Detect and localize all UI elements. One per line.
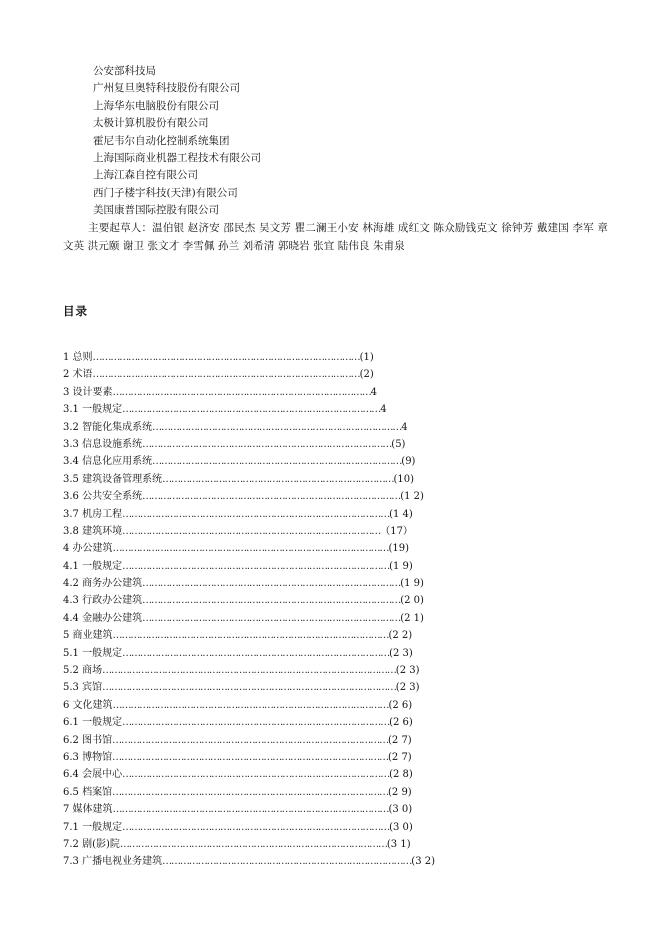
- toc-entry[interactable]: [63, 662, 435, 679]
- toc-entry[interactable]: [63, 801, 435, 818]
- toc-entry-title: 3 设计要素: [63, 386, 113, 398]
- organization-item: 太极计算机股份有限公司: [93, 117, 209, 130]
- toc-entry[interactable]: [63, 749, 435, 766]
- toc-entry-title: 4 办公建筑: [63, 543, 113, 555]
- toc-entry[interactable]: [63, 819, 435, 836]
- toc-leader-dots: …………………………………………………………………………………: [112, 543, 389, 555]
- toc-entry-title: 3.5 建筑设备管理系统: [63, 473, 163, 485]
- main-drafters-paragraph: [63, 219, 608, 255]
- toc-entry-page: (5): [391, 438, 406, 450]
- toc-entry-page: (2 9): [388, 786, 412, 798]
- toc-entry[interactable]: [63, 575, 435, 592]
- drafters-label: 主要起草人：: [88, 222, 153, 234]
- toc-entry-title: 4.2 商务办公建筑: [63, 578, 143, 590]
- toc-entry-page: (19): [388, 543, 409, 555]
- toc-entry-title: 3.2 智能化集成系统: [63, 421, 153, 433]
- toc-entry[interactable]: [63, 592, 435, 609]
- toc-entry-page: (2 7): [388, 751, 412, 763]
- toc-entry-title: 7 媒体建筑: [63, 804, 113, 816]
- organization-item: 西门子楼宇科技(天津)有限公司: [93, 186, 238, 199]
- toc-entry-page: 4: [380, 404, 387, 416]
- toc-entry[interactable]: [63, 714, 435, 731]
- toc-entry[interactable]: [63, 366, 435, 383]
- participating-organizations-list: [93, 63, 261, 220]
- organization-item: 上海华东电脑股份有限公司: [93, 99, 219, 112]
- toc-entry[interactable]: [63, 523, 435, 540]
- toc-leader-dots: ………………………………………………………………………………: [92, 352, 360, 363]
- toc-entry[interactable]: [63, 627, 435, 644]
- toc-leader-dots: …………………………………………………………………………………: [112, 751, 388, 763]
- toc-entry[interactable]: [63, 384, 435, 401]
- organization-item: 美国康普国际控股有限公司: [93, 204, 219, 217]
- toc-leader-dots: ……………………………………………………………………………: [142, 578, 401, 590]
- toc-leader-dots: …………………………………………………………………………………: [112, 699, 389, 711]
- table-of-contents: [63, 349, 435, 871]
- toc-leader-dots: ……………………………………………………………………………: [122, 404, 381, 416]
- toc-entry-title: 7.3 广播电视业务建筑: [63, 856, 163, 868]
- toc-leader-dots: …………………………………………………………………………………: [112, 734, 388, 746]
- toc-entry-page: (2 6): [389, 717, 413, 729]
- toc-entry-page: (3 1): [386, 838, 411, 850]
- toc-entry-title: 6.3 博物馆: [63, 751, 113, 763]
- drafters-names: 温伯银 赵济安 邵民杰 吴文芳 瞿二澜王小安 林海雄 成红文 陈众励钱克文 徐钟芳 戴建国 李军 章文英 洪元颐 谢卫 张文才 李雪佩 孙兰 刘希清 郭晓岩 张宜 陆伟良 朱甫泉: [63, 222, 608, 252]
- toc-entry-title: 3.4 信息化应用系统: [63, 456, 153, 468]
- toc-entry-page: (2 3): [395, 665, 420, 677]
- toc-leader-dots: ……………………………………………………………………………: [112, 386, 371, 398]
- toc-entry-title: 4.4 金融办公建筑: [63, 612, 143, 624]
- organization-item: 广州复旦奥特科技股份有限公司: [93, 82, 240, 95]
- toc-entry-page: (1 9): [400, 578, 424, 590]
- toc-leader-dots: ………………………………………………………………………………: [122, 508, 390, 520]
- toc-leader-dots: ……………………………………………………………………: [162, 473, 394, 485]
- toc-leader-dots: ………………………………………………………………………………: [122, 647, 390, 659]
- organization-item: 上海江森自控有限公司: [93, 169, 198, 182]
- toc-entry[interactable]: [63, 732, 435, 749]
- toc-entry-page: (1 4): [389, 508, 413, 520]
- toc-entry-title: 5 商业建筑: [63, 630, 113, 642]
- toc-entry-title: 4.3 行政办公建筑: [63, 595, 143, 607]
- toc-entry[interactable]: [63, 540, 435, 557]
- toc-entry-page: (10): [393, 473, 415, 485]
- toc-entry-page: (2 7): [388, 734, 412, 746]
- toc-entry[interactable]: [63, 766, 435, 783]
- toc-entry-title: 6 文化建筑: [63, 699, 113, 711]
- toc-entry[interactable]: [63, 645, 435, 662]
- toc-entry-page: (2): [359, 369, 374, 381]
- toc-leader-dots: …………………………………………………………………………………: [112, 630, 389, 642]
- toc-entry-title: 3.7 机房工程: [63, 508, 123, 520]
- toc-heading: 目录: [63, 304, 88, 318]
- toc-entry-title: 7.1 一般规定: [63, 821, 123, 833]
- toc-entry-page: （17）: [380, 525, 413, 537]
- toc-entry-page: (2 3): [389, 647, 413, 659]
- toc-leader-dots: ………………………………………………………………………………: [122, 821, 390, 833]
- toc-entry-title: 4.1 一般规定: [63, 560, 123, 572]
- toc-leader-dots: …………………………………………………………………………: [152, 456, 402, 468]
- toc-leader-dots: ……………………………………………………………………………: [142, 612, 401, 624]
- toc-entry-title: 5.2 商场: [63, 665, 103, 677]
- toc-entry[interactable]: [63, 679, 435, 696]
- toc-entry-page: (1 2): [400, 491, 424, 503]
- toc-leader-dots: …………………………………………………………………………: [142, 438, 392, 450]
- toc-entry[interactable]: [63, 419, 435, 436]
- toc-leader-dots: ………………………………………………………………………………: [122, 769, 390, 781]
- toc-leader-dots: …………………………………………………………………………: [162, 856, 412, 868]
- toc-entry[interactable]: [63, 349, 435, 366]
- toc-entry-title: 1 总则: [63, 352, 93, 363]
- toc-entry-title: 3.6 公共安全系统: [63, 491, 143, 503]
- toc-entry-page: (2 3): [395, 682, 420, 694]
- toc-entry[interactable]: [63, 436, 435, 453]
- toc-leader-dots: ………………………………………………………………………………: [92, 369, 360, 381]
- toc-leader-dots: ……………………………………………………………………………: [122, 525, 381, 537]
- organization-item: 上海国际商业机器工程技术有限公司: [93, 151, 261, 164]
- toc-entry-page: (2 2): [388, 630, 413, 642]
- toc-entry[interactable]: [63, 784, 435, 801]
- toc-leader-dots: …………………………………………………………………………………: [112, 786, 388, 798]
- toc-leader-dots: ………………………………………………………………………………………: [102, 682, 396, 694]
- toc-entry-title: 6.1 一般规定: [63, 717, 123, 729]
- toc-entry[interactable]: [63, 506, 435, 523]
- organization-item: 霍尼韦尔自动化控制系统集团: [93, 134, 230, 147]
- toc-entry-title: 3.8 建筑环境: [63, 525, 123, 537]
- toc-entry-page: (3 2): [411, 856, 436, 868]
- toc-entry[interactable]: [63, 488, 435, 505]
- toc-entry-page: (3 0): [388, 804, 413, 816]
- toc-entry-page: (9): [401, 456, 416, 468]
- toc-entry[interactable]: [63, 401, 435, 418]
- toc-entry-page: 4: [401, 421, 408, 433]
- toc-entry-page: (2 6): [388, 699, 413, 711]
- toc-entry-title: 5.1 一般规定: [63, 647, 123, 659]
- toc-entry-page: (2 0): [400, 595, 424, 607]
- toc-entry[interactable]: [63, 453, 435, 470]
- toc-entry-title: 2 术语: [63, 369, 93, 381]
- toc-entry-page: 4: [370, 386, 378, 398]
- toc-leader-dots: ………………………………………………………………………………: [122, 560, 390, 572]
- toc-leader-dots: ……………………………………………………………………………: [142, 595, 401, 607]
- toc-leader-dots: ………………………………………………………………………………: [119, 838, 387, 850]
- toc-entry[interactable]: [63, 697, 435, 714]
- organization-item: 公安部科技局: [93, 65, 156, 77]
- toc-leader-dots: …………………………………………………………………………………: [112, 804, 389, 816]
- toc-entry[interactable]: [63, 836, 435, 853]
- toc-leader-dots: ……………………………………………………………………………: [142, 491, 401, 503]
- toc-entry-title: 3.1 一般规定: [63, 404, 123, 416]
- toc-entry-title: 3.3 信息设施系统: [63, 438, 143, 450]
- toc-entry-page: (1 9): [389, 560, 413, 572]
- toc-leader-dots: ………………………………………………………………………………: [122, 717, 390, 729]
- toc-leader-dots: ………………………………………………………………………………………: [102, 665, 396, 677]
- toc-entry[interactable]: [63, 558, 435, 575]
- toc-entry-title: 6.4 会展中心: [63, 769, 123, 781]
- toc-entry-title: 6.2 图书馆: [63, 734, 113, 746]
- toc-entry-title: 6.5 档案馆: [63, 786, 113, 798]
- toc-entry-page: (2 8): [389, 769, 413, 781]
- toc-entry[interactable]: [63, 853, 435, 870]
- toc-entry-page: (2 1): [400, 612, 424, 624]
- toc-entry-title: 5.3 宾馆: [63, 682, 103, 694]
- toc-entry-title: 7.2 剧(影)院: [63, 838, 120, 850]
- toc-entry-page: (3 0): [389, 821, 413, 833]
- toc-leader-dots: …………………………………………………………………………: [152, 421, 402, 433]
- toc-entry[interactable]: [63, 471, 435, 488]
- toc-entry[interactable]: [63, 610, 435, 627]
- toc-entry-page: (1): [359, 352, 374, 363]
